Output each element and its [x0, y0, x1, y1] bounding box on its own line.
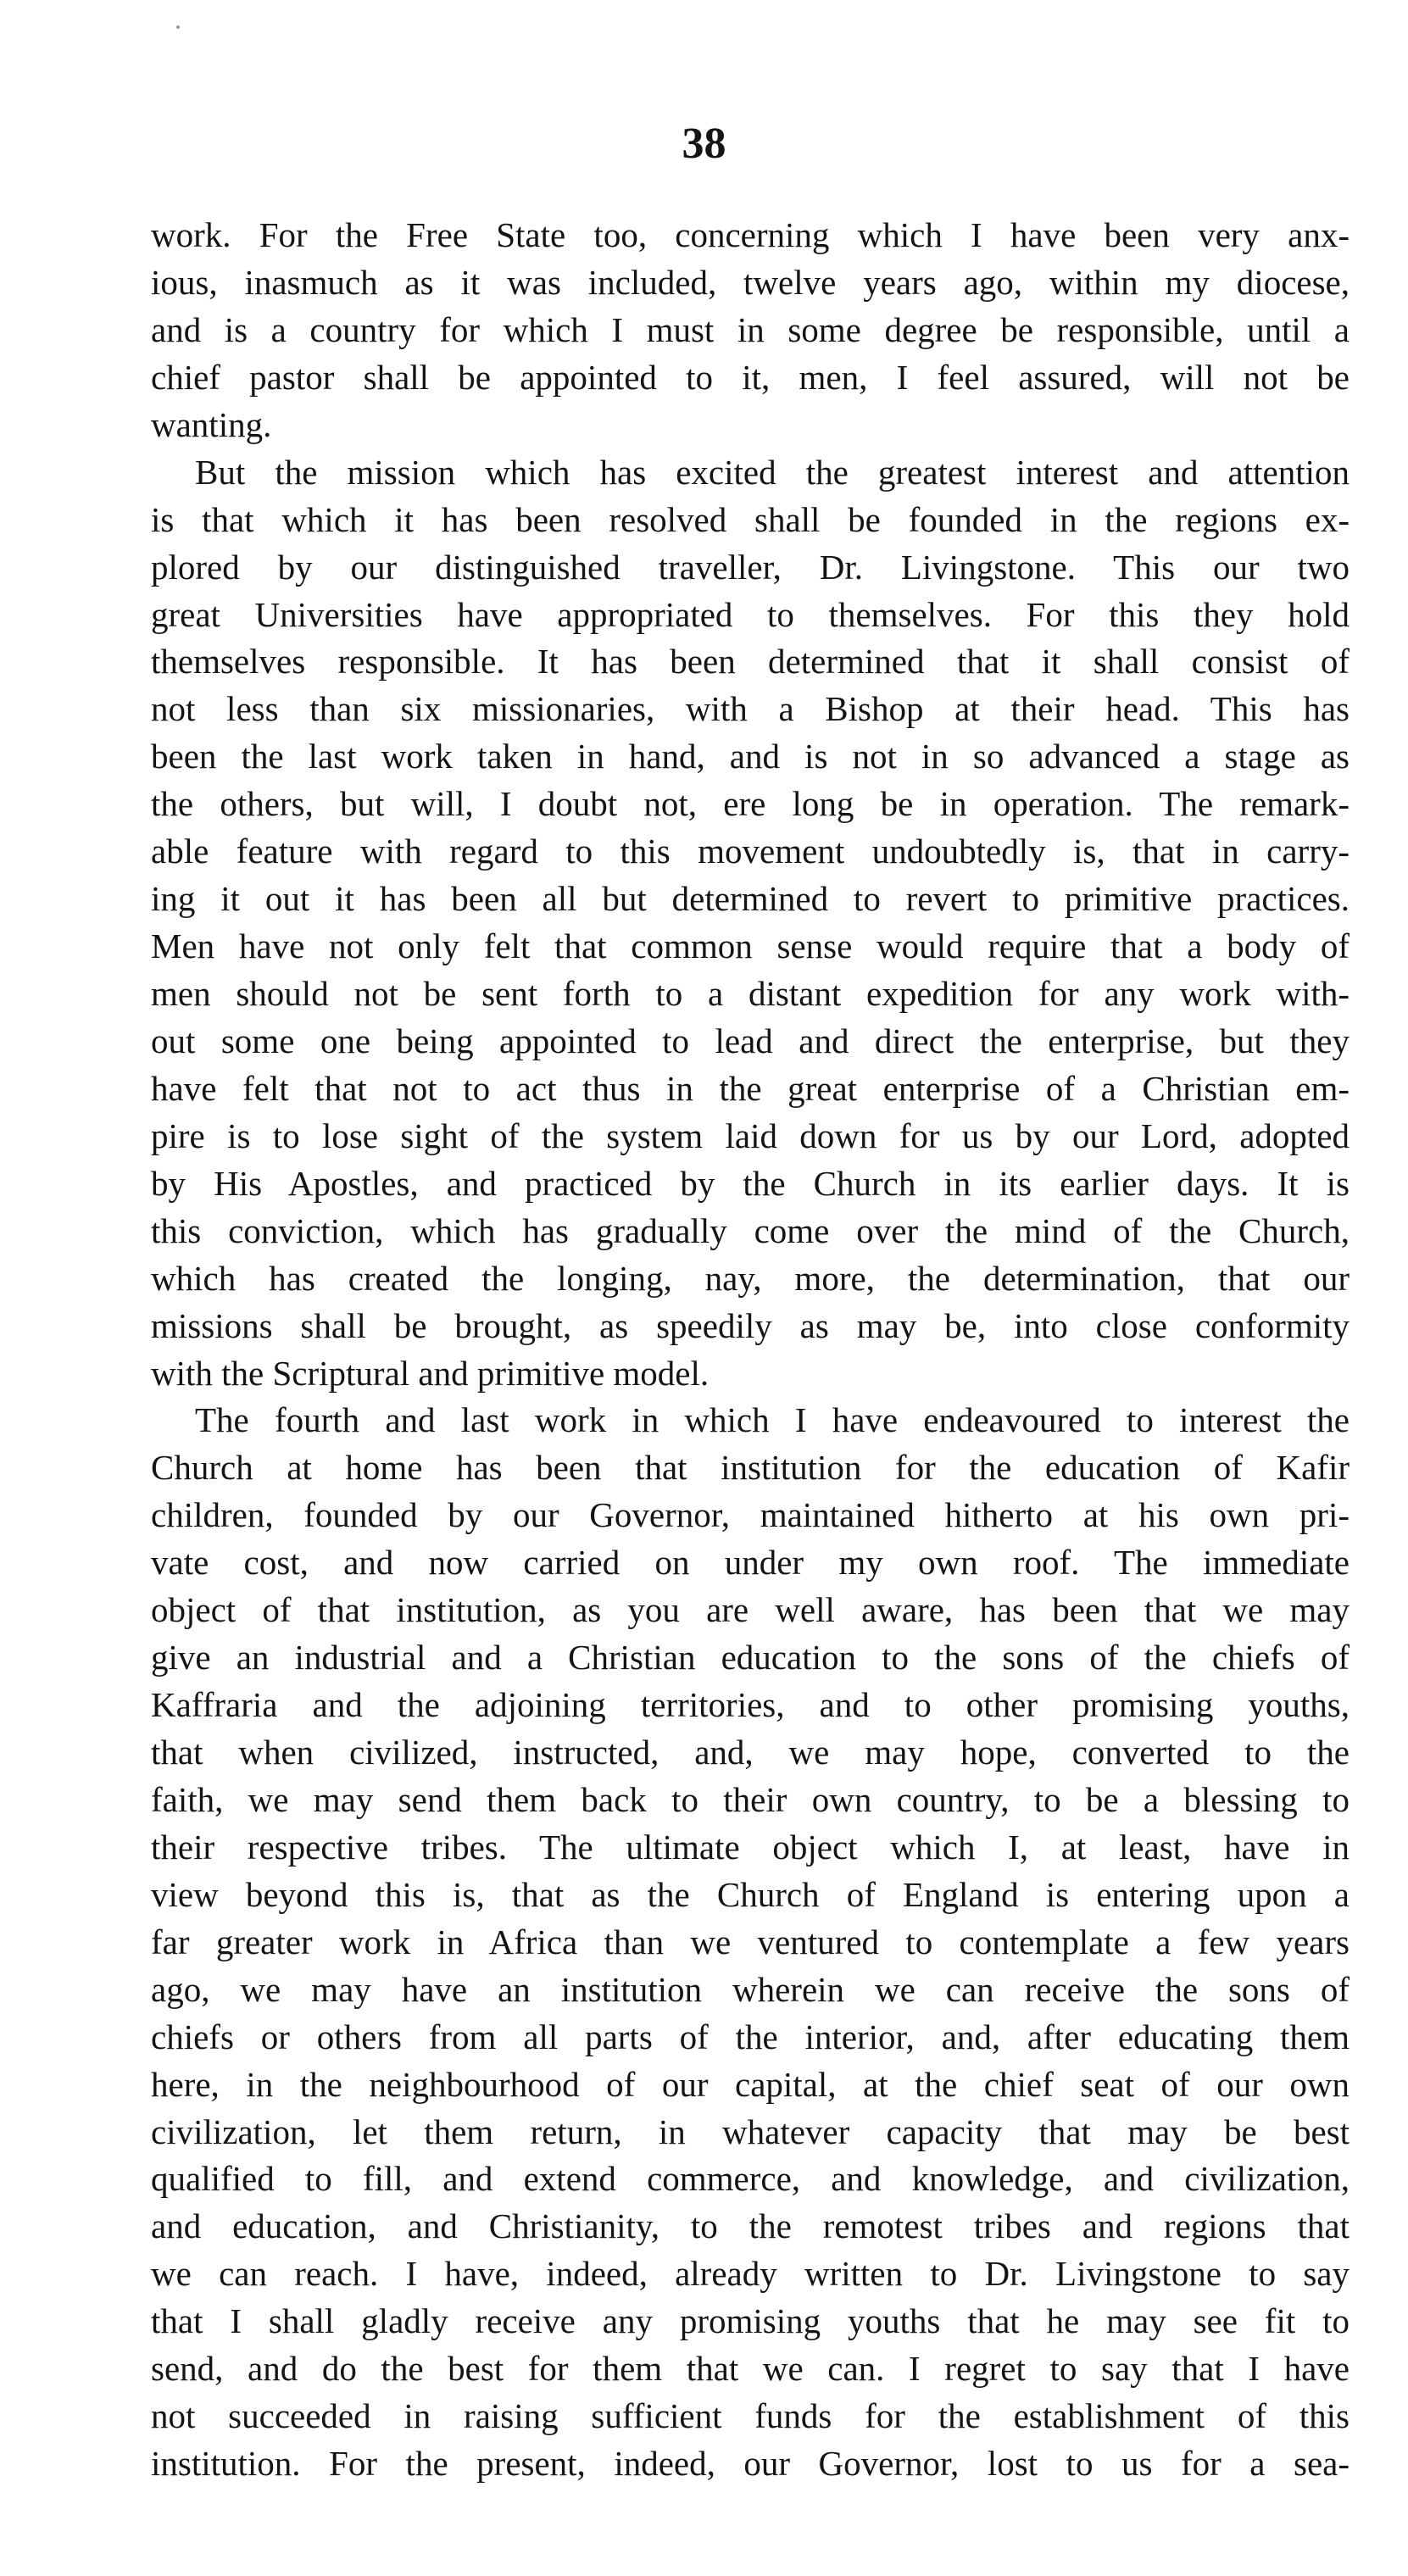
- text-line: not succeeded in raising sufficient funds for the establishment of this: [151, 2396, 1350, 2436]
- text-line: able feature with regard to this movement undoubtedly is, that in carry-: [151, 832, 1350, 871]
- text-line: missions shall be brought, as speedily as may be, into close conformity: [151, 1305, 1350, 1345]
- text-line: civilization, let them return, in whatever capacity that may be best: [151, 2111, 1350, 2151]
- text-line: ago, we may have an institution wherein we can receive the sons of: [151, 1969, 1350, 2009]
- text-line: and is a country for which I must in some degree be responsible, until a: [151, 309, 1350, 349]
- body-text: [151, 212, 1350, 2488]
- text-line: by His Apostles, and practiced by the Church in its earlier days. It is: [151, 1163, 1350, 1203]
- text-line: is that which it has been resolved shall be founded in the regions ex-: [151, 499, 1350, 539]
- text-line: chief pastor shall be appointed to it, men, I feel assured, will not be: [151, 357, 1350, 397]
- text-line: their respective tribes. The ultimate object which I, at least, have in: [151, 1827, 1350, 1867]
- text-line: been the last work taken in hand, and is not in so advanced a stage as: [151, 737, 1350, 776]
- text-line: work. For the Free State too, concerning which I have been very anx-: [151, 215, 1350, 254]
- text-line: have felt that not to act thus in the great enterprise of a Christian em-: [151, 1068, 1350, 1108]
- text-line: wanting.: [151, 404, 272, 444]
- text-line: plored by our distinguished traveller, Dr. Livingstone. This our two: [151, 547, 1350, 587]
- text-line: Men have not only felt that common sense would require that a body of: [151, 926, 1350, 966]
- text-line: send, and do the best for them that we can. I regret to say that I have: [151, 2349, 1350, 2389]
- text-line: we can reach. I have, indeed, already written to Dr. Livingstone to say: [151, 2254, 1350, 2294]
- text-line: faith, we may send them back to their own country, to be a blessing to: [151, 1779, 1350, 1819]
- text-line: Kaffraria and the adjoining territories, and to other promising youths,: [151, 1685, 1350, 1725]
- text-line: children, founded by our Governor, maintained hitherto at his own pri-: [151, 1495, 1350, 1535]
- text-line: themselves responsible. It has been determined that it shall consist of: [151, 642, 1350, 682]
- text-line: the others, but will, I doubt not, ere long be in operation. The remark-: [151, 784, 1350, 824]
- text-line: this conviction, which has gradually come over the mind of the Church,: [151, 1210, 1350, 1250]
- text-line: with the Scriptural and primitive model.: [151, 1353, 710, 1393]
- text-line: Church at home has been that institution for the education of Kafir: [151, 1448, 1350, 1488]
- page-number: 38: [682, 120, 726, 168]
- text-line: men should not be sent forth to a distant expedition for any work with-: [151, 974, 1350, 1013]
- text-line: not less than six missionaries, with a Bishop at their head. This has: [151, 689, 1350, 729]
- text-line: out some one being appointed to lead and direct the enterprise, but they: [151, 1021, 1350, 1060]
- paper-speck: [176, 25, 180, 29]
- text-line: chiefs or others from all parts of the interior, and, after educating them: [151, 2017, 1350, 2056]
- text-line: But the mission which has excited the greatest interest and attention: [195, 452, 1350, 492]
- text-line: qualified to fill, and extend commerce, and knowledge, and civilization,: [151, 2159, 1350, 2199]
- text-line: great Universities have appropriated to themselves. For this they hold: [151, 594, 1350, 634]
- text-line: ing it out it has been all but determined to revert to primitive practices.: [151, 879, 1350, 919]
- text-line: pire is to lose sight of the system laid down for us by our Lord, adopted: [151, 1116, 1350, 1155]
- text-line: give an industrial and a Christian education to the sons of the chiefs of: [151, 1638, 1350, 1677]
- text-line: The fourth and last work in which I have endeavoured to interest the: [195, 1400, 1350, 1440]
- text-line: ious, inasmuch as it was included, twelve years ago, within my diocese,: [151, 262, 1350, 302]
- text-line: here, in the neighbourhood of our capital, at the chief seat of our own: [151, 2064, 1350, 2104]
- text-line: that when civilized, instructed, and, we may hope, converted to the: [151, 1733, 1350, 1772]
- text-line: institution. For the present, indeed, our Governor, lost to us for a sea-: [151, 2444, 1350, 2484]
- text-line: vate cost, and now carried on under my own roof. The immediate: [151, 1543, 1350, 1583]
- text-line: object of that institution, as you are well aware, has been that we may: [151, 1590, 1350, 1630]
- text-line: that I shall gladly receive any promising youths that he may see fit to: [151, 2301, 1350, 2341]
- text-line: view beyond this is, that as the Church of England is entering upon a: [151, 1874, 1350, 1914]
- text-line: far greater work in Africa than we ventured to contemplate a few years: [151, 1922, 1350, 1961]
- text-line: which has created the longing, nay, more, the determination, that our: [151, 1258, 1350, 1298]
- text-line: and education, and Christianity, to the remotest tribes and regions that: [151, 2206, 1350, 2246]
